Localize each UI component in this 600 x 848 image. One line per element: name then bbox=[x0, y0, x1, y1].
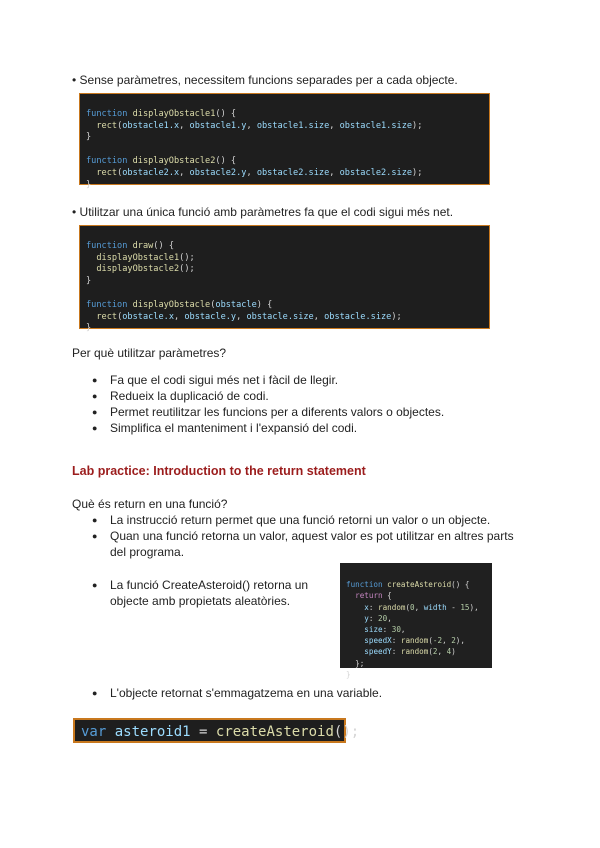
code-line: displayObstacle2(); bbox=[96, 264, 195, 275]
intro-single-function-text: • Utilitzar una única funció amb paràmetres fa que el codi sigui més net. bbox=[72, 205, 454, 219]
code-block-separate-functions bbox=[79, 93, 490, 190]
code-line: } bbox=[86, 179, 92, 190]
code-line: }; bbox=[346, 658, 365, 668]
code-line: x: random(0, width - 15), bbox=[364, 602, 479, 612]
code-line: rect(obstacle.x, obstacle.y, obstacle.size, obstacle.size); bbox=[96, 311, 402, 322]
list-item: ● L'objecte retornat s'emmagatzema en una variable. bbox=[88, 685, 528, 701]
stored-variable-list bbox=[88, 685, 528, 701]
list-item: ● Fa que el codi sigui més net i fàcil de llegir. bbox=[88, 372, 528, 388]
code-line: speedX: random(-2, 2), bbox=[364, 636, 465, 646]
list-item bbox=[88, 577, 328, 609]
code-line: } bbox=[86, 132, 92, 143]
code-line: speedY: random(2, 4) bbox=[364, 647, 456, 657]
code-block-create-asteroid bbox=[340, 563, 492, 679]
code-line: function displayObstacle2() { bbox=[86, 155, 237, 166]
code-line: } bbox=[86, 323, 92, 334]
code-line: return { bbox=[355, 591, 392, 601]
code-block-variable-assignment bbox=[73, 718, 360, 743]
intro-parameters-text: • Sense paràmetres, necessitem funcions separades per a cada objecte. bbox=[72, 73, 458, 87]
code-line: var asteroid1 = createAsteroid(); bbox=[81, 724, 360, 740]
list-item: ● Permet reutilitzar les funcions per a diferents valors o objectes. bbox=[88, 404, 528, 420]
list-item: ● Quan una funció retorna un valor, aquest valor es pot utilitzar en altres parts del programa. bbox=[88, 528, 520, 560]
code-line: function displayObstacle(obstacle) { bbox=[86, 299, 273, 310]
code-line: function createAsteroid() { bbox=[346, 580, 470, 590]
code-line: rect(obstacle1.x, obstacle1.y, obstacle1.size, obstacle1.size); bbox=[96, 120, 423, 131]
create-item-line1: La funció CreateAsteroid() retorna un bbox=[110, 578, 309, 592]
create-asteroid-list bbox=[88, 577, 328, 609]
why-parameters-heading: Per què utilitzar paràmetres? bbox=[72, 346, 227, 360]
list-item: ● Simplifica el manteniment i l'expansió del codi. bbox=[88, 420, 528, 436]
code-block-parameter-function bbox=[79, 225, 490, 334]
code-line: } bbox=[86, 276, 92, 287]
list-item: ● Redueix la duplicació de codi. bbox=[88, 388, 528, 404]
list-item: ● La instrucció return permet que una funció retorni un valor o un objecte. bbox=[88, 512, 528, 528]
code-line: rect(obstacle2.x, obstacle2.y, obstacle2.size, obstacle2.size); bbox=[96, 167, 423, 178]
return-heading: Què és return en una funció? bbox=[72, 497, 228, 511]
lab-practice-title: Lab practice: Introduction to the return statement bbox=[72, 464, 366, 478]
code-line: displayObstacle1(); bbox=[96, 252, 195, 263]
code-line: } bbox=[346, 669, 351, 679]
code-line: y: 20, bbox=[364, 613, 392, 623]
return-list bbox=[88, 512, 528, 560]
code-line: function displayObstacle1() { bbox=[86, 108, 237, 119]
create-item-line2: objecte amb propietats aleatòries. bbox=[110, 594, 291, 608]
code-line: function draw() { bbox=[86, 240, 174, 251]
why-parameters-list bbox=[88, 372, 528, 436]
code-line: size: 30, bbox=[364, 625, 406, 635]
